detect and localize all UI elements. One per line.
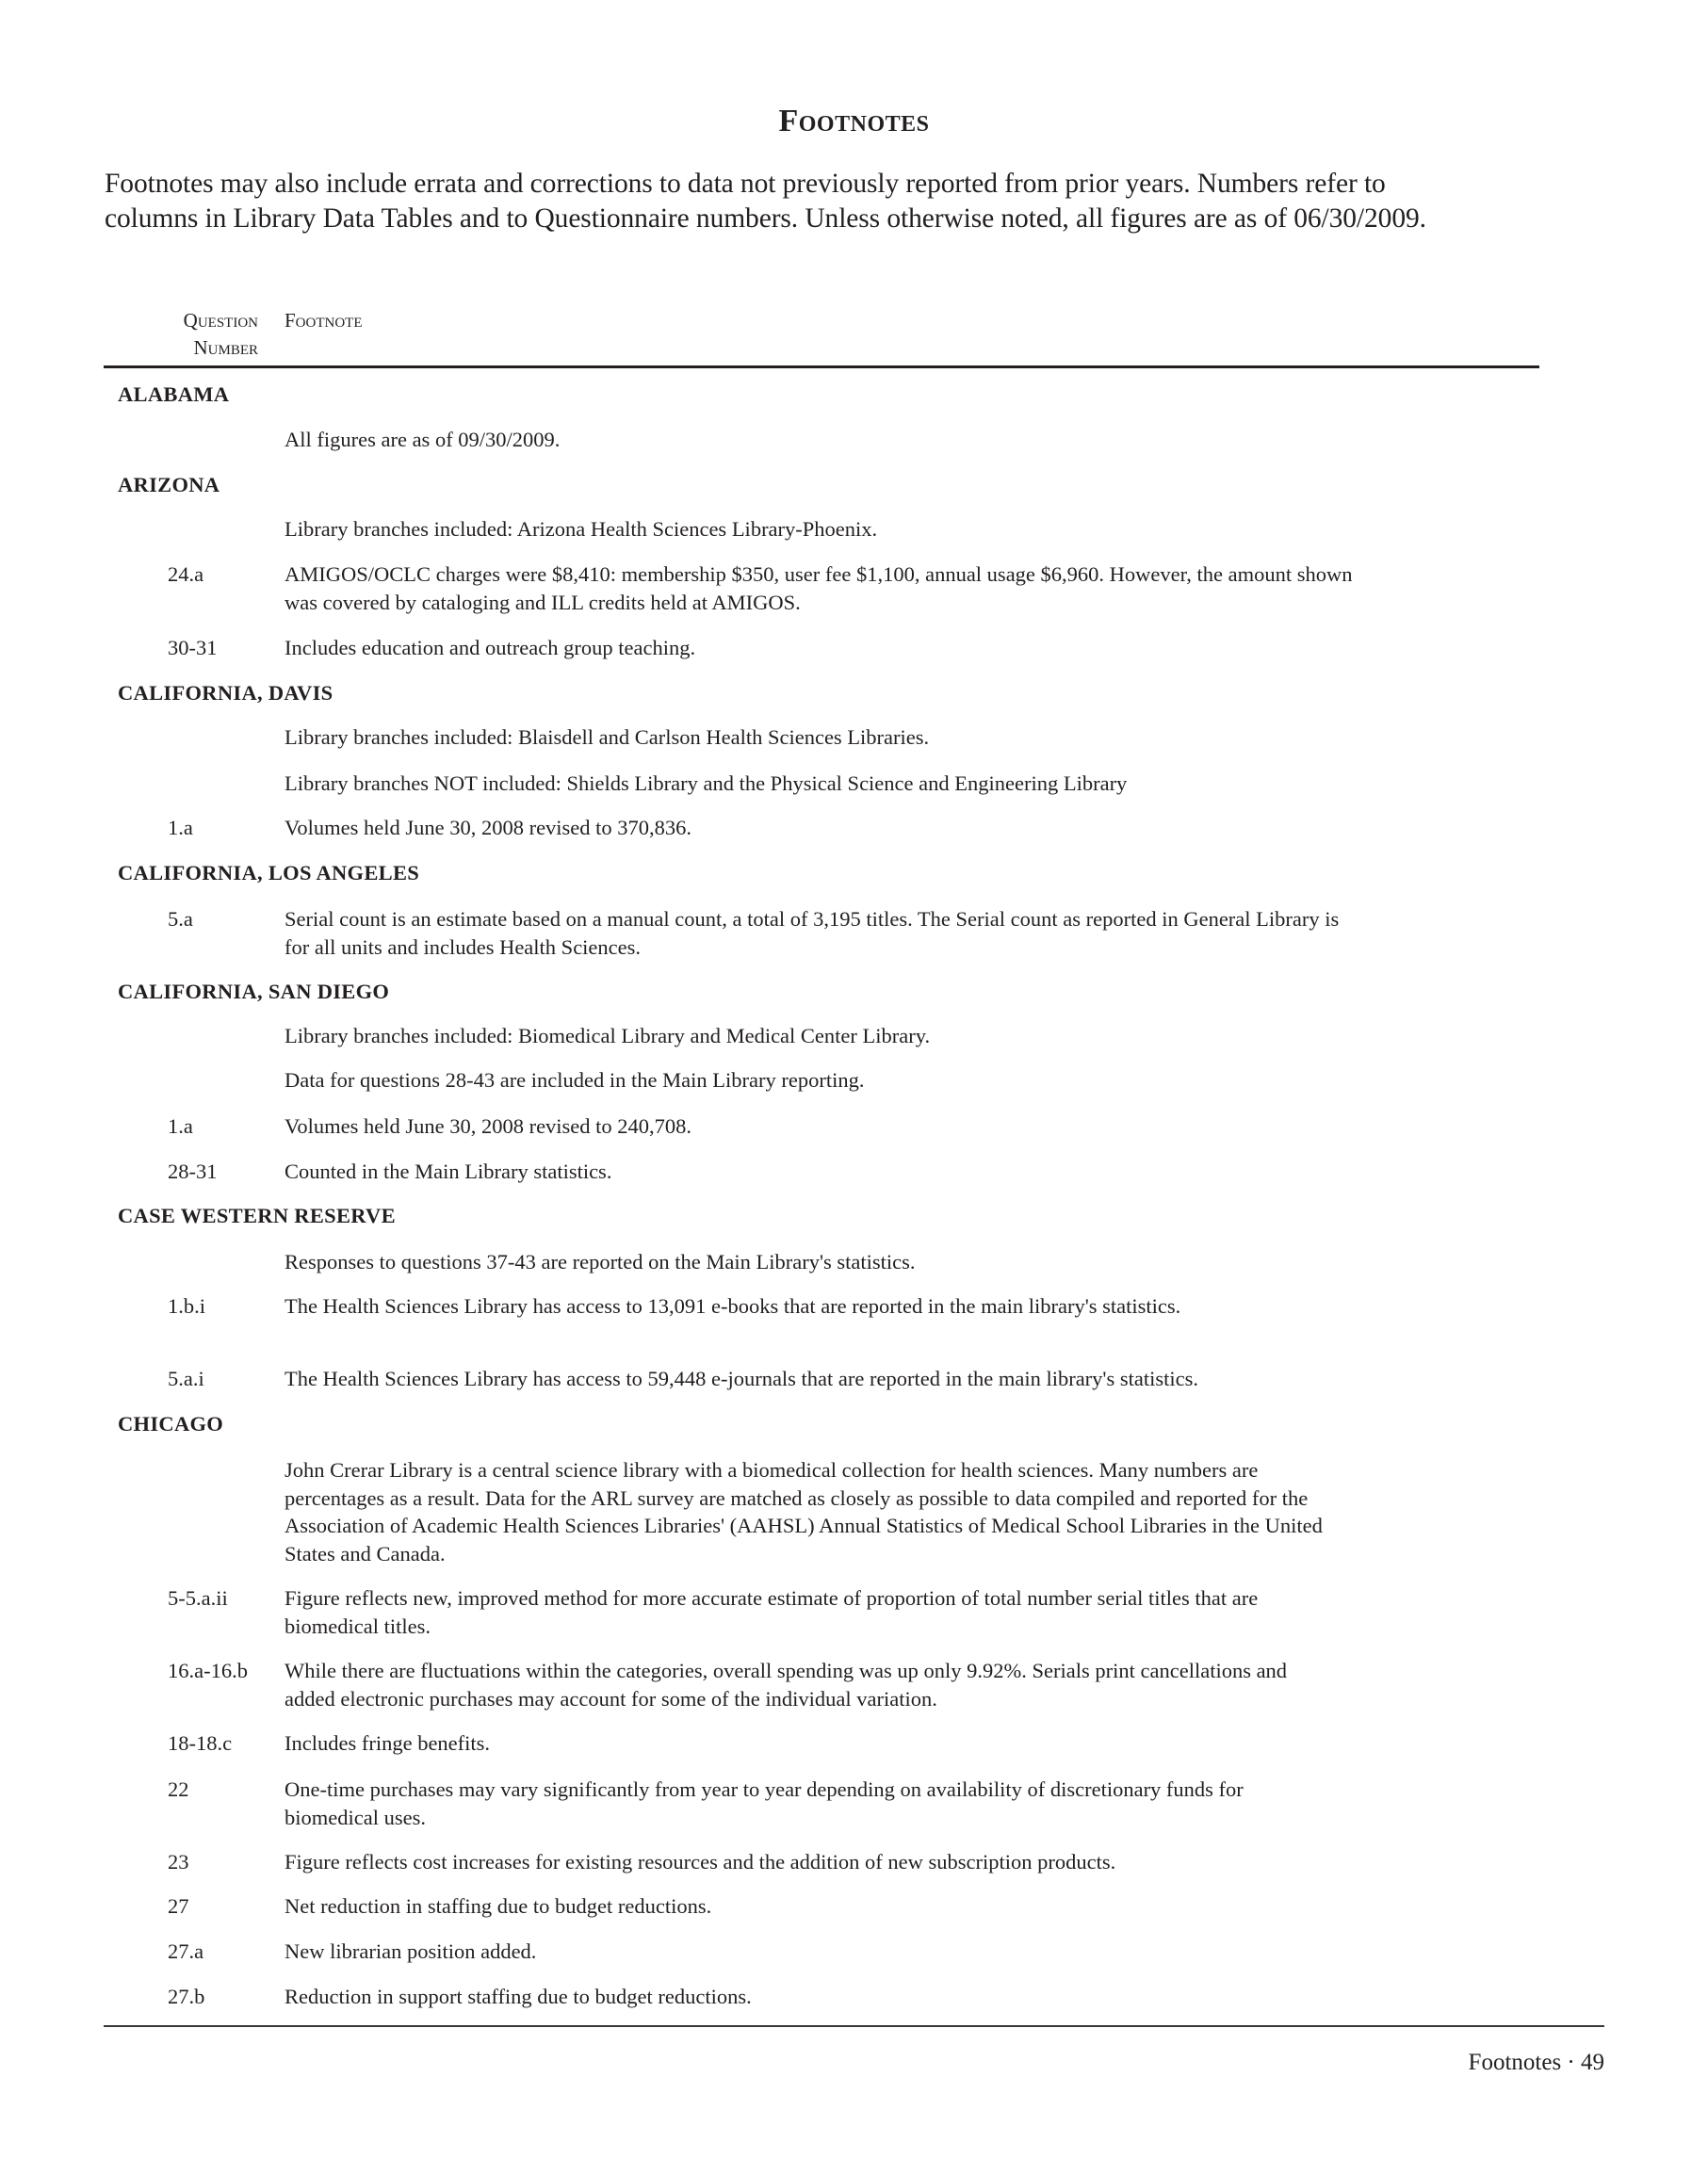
footnote-text bbox=[285, 1657, 1537, 1712]
footnote-line: One-time purchases may vary significantly from year to year depending on availability of discretionary funds for bbox=[285, 1777, 1244, 1801]
footnote-text bbox=[285, 1848, 1537, 1876]
footnote-line: Association of Academic Health Sciences Libraries' (AAHSL) Annual Statistics of Medical School Libraries in the United bbox=[285, 1514, 1323, 1537]
footnote-line: Volumes held June 30, 2008 revised to 240,708. bbox=[285, 1114, 692, 1138]
footnote-line: AMIGOS/OCLC charges were $8,410: membership $350, user fee $1,100, annual usage $6,960. However, the amount shown bbox=[285, 562, 1353, 586]
footnote-line: The Health Sciences Library has access to 59,448 e-journals that are reported in the main library's statistics. bbox=[285, 1367, 1198, 1390]
footnote-text bbox=[285, 1158, 1537, 1186]
question-number: 1.b.i bbox=[168, 1294, 206, 1318]
question-number: 23 bbox=[168, 1850, 189, 1874]
footnote-line: Library branches included: Biomedical Library and Medical Center Library. bbox=[285, 1024, 931, 1047]
institution-heading: CALIFORNIA, DAVIS bbox=[118, 681, 333, 705]
footnote-text bbox=[285, 1112, 1537, 1141]
question-number: 22 bbox=[168, 1777, 189, 1801]
footnote-line: Library branches NOT included: Shields Library and the Physical Science and Engineering Library bbox=[285, 771, 1128, 795]
footnote-text bbox=[285, 723, 1537, 752]
footnote-line: New librarian position added. bbox=[285, 1939, 537, 1963]
footnote-line: Includes education and outreach group teaching. bbox=[285, 636, 696, 659]
footnote-line: Volumes held June 30, 2008 revised to 370,836. bbox=[285, 816, 692, 839]
footnote-line: biomedical uses. bbox=[285, 1805, 426, 1829]
footnote-text bbox=[285, 1729, 1537, 1758]
footnote-line: States and Canada. bbox=[285, 1541, 446, 1566]
footnote-text bbox=[285, 1983, 1537, 2011]
question-number: 27.b bbox=[168, 1985, 205, 2008]
footnote-text bbox=[285, 1938, 1537, 1966]
page-number: 49 bbox=[1581, 2050, 1604, 2075]
footnote-line: While there are fluctuations within the categories, overall spending was up only 9.92%. Serials print cancellations and bbox=[285, 1659, 1288, 1682]
footnote-text bbox=[285, 1066, 1537, 1095]
footnote-text bbox=[285, 426, 1537, 454]
question-number: 1.a bbox=[168, 816, 193, 839]
intro-line: columns in Library Data Tables and to Questionnaire numbers. Unless otherwise noted, all figures are as of 06/30/2009. bbox=[105, 203, 1426, 234]
question-number: 24.a bbox=[168, 562, 204, 586]
column-header-footnote: Footnote bbox=[285, 309, 363, 332]
footnote-line: Includes fringe benefits. bbox=[285, 1731, 491, 1755]
footnote-text bbox=[285, 814, 1537, 842]
footnote-line: Net reduction in staffing due to budget reductions. bbox=[285, 1894, 712, 1918]
footnote-text bbox=[285, 634, 1537, 662]
footnote-line: John Crerar Library is a central science library with a biomedical collection for health sciences. Many numbers are bbox=[285, 1458, 1259, 1482]
institution-heading: CASE WESTERN RESERVE bbox=[118, 1204, 396, 1227]
header-rule bbox=[104, 365, 1539, 368]
footnote-line: Counted in the Main Library statistics. bbox=[285, 1160, 612, 1183]
footnote-line: added electronic purchases may account for some of the individual variation. bbox=[285, 1686, 937, 1711]
footnote-line: Responses to questions 37-43 are reported on the Main Library's statistics. bbox=[285, 1250, 916, 1274]
institution-heading: ARIZONA bbox=[118, 473, 220, 496]
question-number: 28-31 bbox=[168, 1160, 218, 1183]
footnote-text bbox=[285, 1776, 1537, 1831]
footer-section: Footnotes bbox=[1468, 2050, 1562, 2075]
footnote-text bbox=[285, 1292, 1537, 1321]
footnote-line: The Health Sciences Library has access to 13,091 e-books that are reported in the main library's statistics. bbox=[285, 1294, 1181, 1318]
question-number: 27.a bbox=[168, 1939, 204, 1963]
footnote-line: Library branches included: Blaisdell and Carlson Health Sciences Libraries. bbox=[285, 725, 930, 749]
question-number: 16.a-16.b bbox=[168, 1659, 248, 1682]
footnote-line: biomedical titles. bbox=[285, 1614, 431, 1638]
footnote-text bbox=[285, 1456, 1537, 1567]
footer-rule bbox=[104, 2025, 1604, 2027]
institution-heading: CALIFORNIA, LOS ANGELES bbox=[118, 861, 420, 884]
footnote-text bbox=[285, 560, 1537, 616]
footnote-line: Data for questions 28-43 are included in the Main Library reporting. bbox=[285, 1068, 865, 1092]
footnote-text bbox=[285, 1365, 1537, 1393]
footer-separator: · bbox=[1567, 2050, 1575, 2075]
intro-line: Footnotes may also include errata and corrections to data not previously reported from prior years. Numbers refer to bbox=[105, 169, 1386, 199]
column-header-question-number bbox=[141, 307, 258, 362]
footnote-line: Serial count is an estimate based on a manual count, a total of 3,195 titles. The Serial count as reported in General Library is bbox=[285, 907, 1340, 931]
footnote-line: Library branches included: Arizona Health Sciences Library-Phoenix. bbox=[285, 517, 878, 541]
footnote-text bbox=[285, 1022, 1537, 1050]
footnote-line: Reduction in support staffing due to budget reductions. bbox=[285, 1985, 752, 2008]
question-number: 1.a bbox=[168, 1114, 193, 1138]
institution-heading: ALABAMA bbox=[118, 382, 230, 406]
footnote-line: was covered by cataloging and ILL credits held at AMIGOS. bbox=[285, 590, 801, 614]
footnote-text bbox=[285, 1248, 1537, 1276]
question-number: 18-18.c bbox=[168, 1731, 233, 1755]
intro-paragraph bbox=[105, 167, 1612, 236]
question-number: 27 bbox=[168, 1894, 189, 1918]
column-header-line: Number bbox=[193, 336, 258, 359]
footnote-line: Figure reflects new, improved method for more accurate estimate of proportion of total number serial titles that are bbox=[285, 1586, 1259, 1610]
question-number: 5.a.i bbox=[168, 1367, 204, 1390]
footnote-text bbox=[285, 905, 1537, 961]
page-footer bbox=[1469, 2050, 1604, 2076]
column-header-line: Question bbox=[183, 309, 258, 332]
question-number: 5-5.a.ii bbox=[168, 1586, 228, 1610]
question-number: 30-31 bbox=[168, 636, 218, 659]
footnote-line: Figure reflects cost increases for existing resources and the addition of new subscription products. bbox=[285, 1850, 1116, 1874]
institution-heading: CALIFORNIA, SAN DIEGO bbox=[118, 980, 390, 1003]
footnote-line: All figures are as of 09/30/2009. bbox=[285, 428, 561, 451]
footnote-line: percentages as a result. Data for the ARL survey are matched as closely as possible to data compiled and reported for the bbox=[285, 1485, 1309, 1510]
footnote-text bbox=[285, 515, 1537, 544]
question-number: 5.a bbox=[168, 907, 193, 931]
footnote-text bbox=[285, 1892, 1537, 1921]
institution-heading: CHICAGO bbox=[118, 1412, 224, 1436]
page-title: Footnotes bbox=[778, 104, 930, 138]
footnote-line: for all units and includes Health Sciences. bbox=[285, 934, 642, 959]
footnote-text bbox=[285, 1584, 1537, 1640]
footnote-text bbox=[285, 770, 1537, 798]
